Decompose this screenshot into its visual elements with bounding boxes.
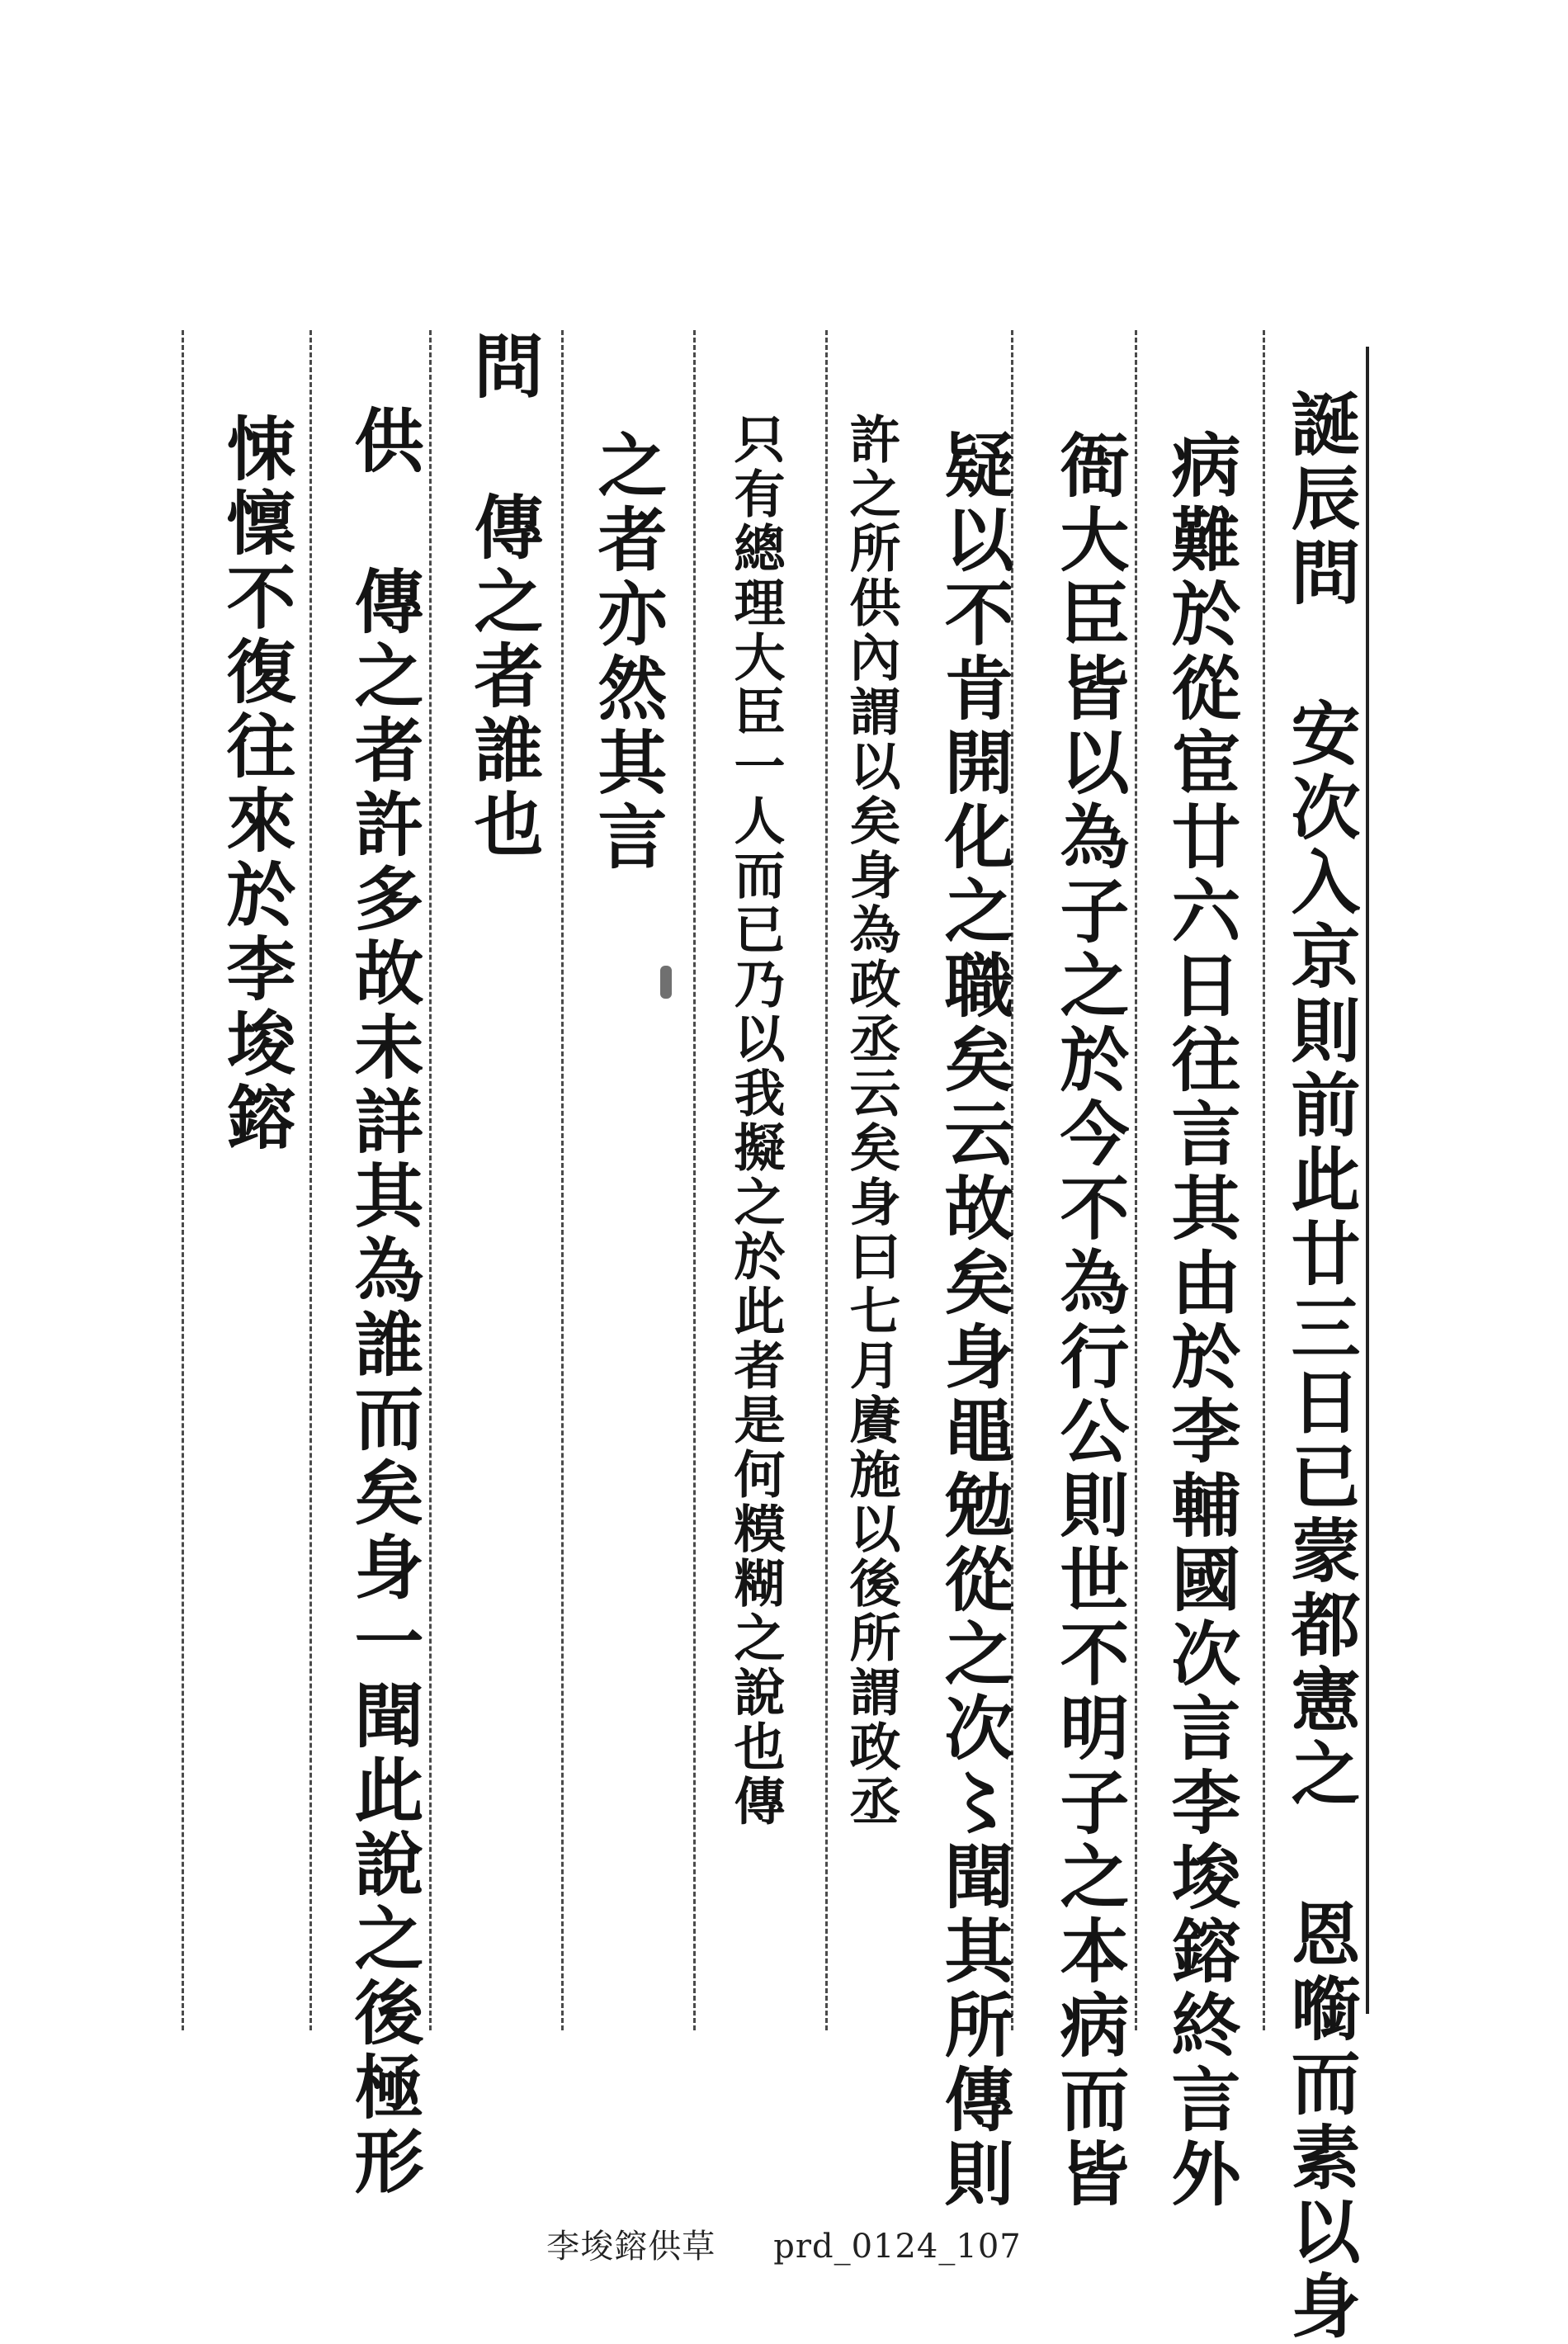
column-rule — [1366, 347, 1369, 2014]
text-column-10: 悚懍不復往來於李埈鎔 — [215, 413, 297, 1155]
text-column-7: 之者亦然其言 — [587, 429, 668, 875]
column-rule — [693, 330, 696, 2030]
column-rule — [1263, 330, 1265, 2030]
ink-smudge — [660, 966, 672, 999]
caption-id: prd_0124_107 — [773, 2228, 1022, 2266]
text-column-9: 供 傳之者許多故未詳其為誰而矣身一聞此說之後極形 — [343, 404, 425, 2200]
text-column-4: 疑以不肯開化之職矣云故矣身黽勉從之次〻聞其所傳則 — [933, 429, 1015, 2212]
text-column-3: 衙大臣皆以為子之於今不為行公則世不明子之本病而皆 — [1049, 429, 1131, 2212]
text-column-5: 許之所供內謂以矣身為政丞云矣身曰七月賡施以後所謂政丞 — [841, 413, 901, 1829]
text-column-1: 誕辰問 安次入京則前此廿三日已蒙都憲之 恩㘅而素以身 — [1280, 388, 1362, 2344]
text-column-6: 只有總理大臣一人而已乃以我擬之於此者是何糢糊之說也傳 — [725, 413, 786, 1829]
column-rule — [1135, 330, 1137, 2030]
caption-title: 李埈鎔供草 — [546, 2228, 716, 2266]
column-rule — [561, 330, 564, 2030]
page-caption — [0, 2220, 1568, 2267]
column-rule — [429, 330, 432, 2030]
column-rule — [182, 330, 184, 2030]
column-rule — [309, 330, 312, 2030]
text-column-8: 問 傳之者誰也 — [463, 330, 545, 862]
text-column-2: 病難於從宦廿六日往言其由於李輔國次言李埈鎔終言外 — [1160, 429, 1242, 2212]
